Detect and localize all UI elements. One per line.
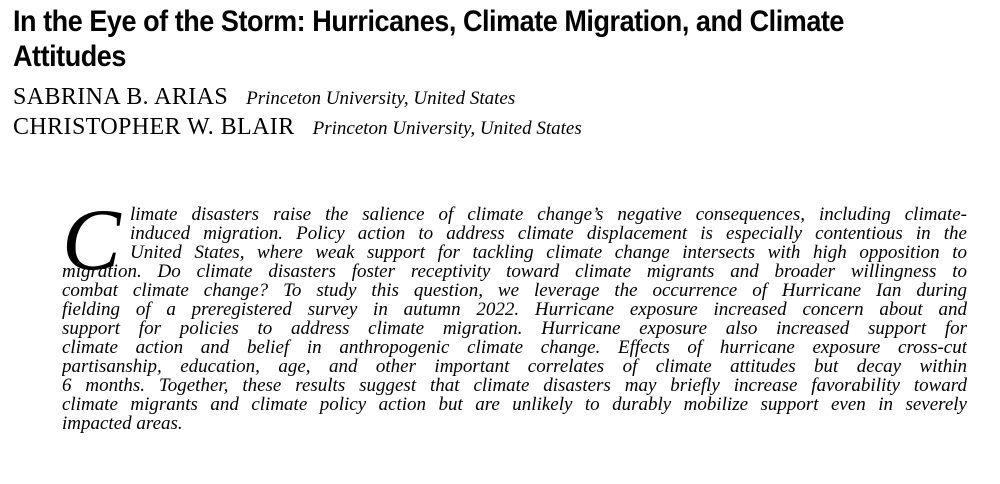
author-affiliation: Princeton University, United States (312, 118, 582, 139)
abstract-line: support for policies to address climate migration. Hurricane exposure also increased support for (62, 319, 967, 338)
abstract-line: 6 months. Together, these results suggest that climate disasters may briefly increase favorability toward (62, 376, 967, 395)
author-name: CHRISTOPHER W. BLAIR (13, 114, 295, 140)
abstract-line: impacted areas. (62, 414, 183, 433)
author-entry (13, 114, 582, 141)
abstract-line: induced migration. Policy action to address climate displacement is especially contentious in the (130, 224, 967, 243)
paper-title (13, 4, 895, 74)
paper-title-line-2: Attitudes (13, 40, 126, 73)
abstract-line: climate action and belief in anthropogenic climate change. Effects of hurricane exposure cross-cut (62, 338, 967, 357)
abstract-line: limate disasters raise the salience of climate change’s negative consequences, including climate- (130, 205, 967, 224)
abstract-line: migration. Do climate disasters foster receptivity toward climate migrants and broader willingness to (62, 262, 967, 281)
abstract (62, 192, 967, 477)
author-affiliation: Princeton University, United States (246, 88, 516, 109)
abstract-line: fielding of a preregistered survey in autumn 2022. Hurricane exposure increased concern about and (62, 300, 967, 319)
abstract-drop-cap: C (62, 192, 121, 289)
author-entry (13, 84, 515, 111)
author-name: SABRINA B. ARIAS (13, 84, 229, 110)
abstract-line: climate migrants and climate policy action but are unlikely to durably mobilize support even in severely (62, 395, 967, 414)
abstract-line: partisanship, education, age, and other important correlates of climate attitudes but decay within (62, 357, 967, 376)
abstract-line: United States, where weak support for tackling climate change intersects with high opposition to (130, 243, 967, 262)
abstract-line: combat climate change? To study this question, we leverage the occurrence of Hurricane Ian during (62, 281, 967, 300)
paper-title-line-1: In the Eye of the Storm: Hurricanes, Climate Migration, and Climate (13, 5, 845, 38)
